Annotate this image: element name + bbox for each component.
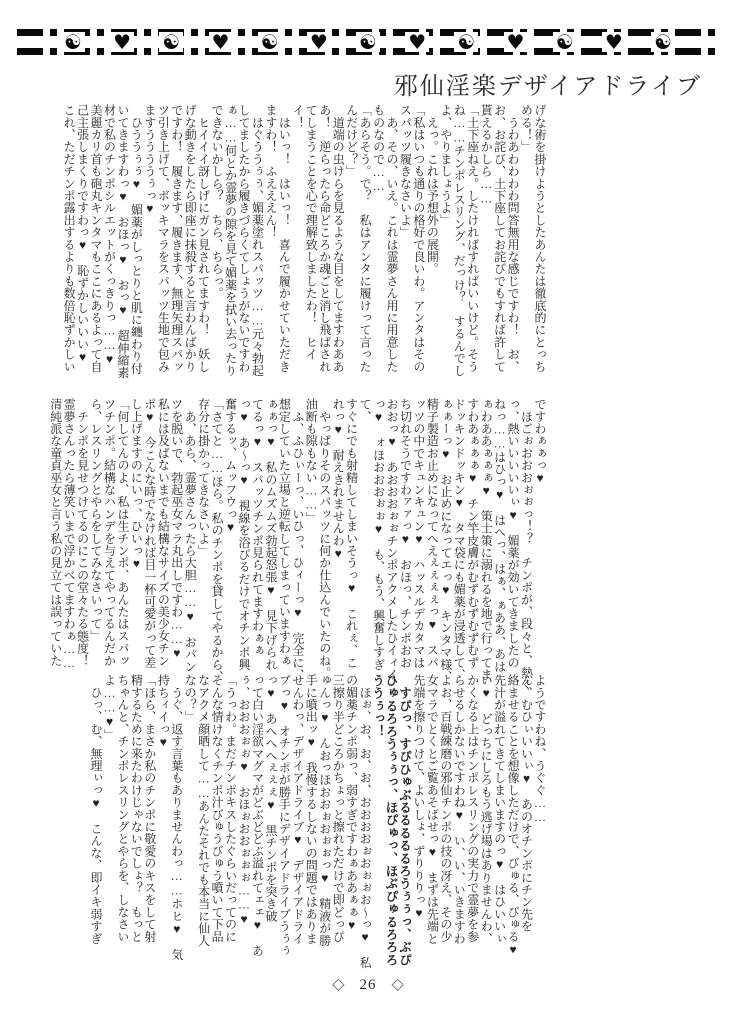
text-column: ひっ、む、無理ぃっ♥ こんな、即イキ弱すぎ bbox=[89, 674, 104, 945]
text-column: ぁわああぁぁぁ♥ 策士策に溺れるを地で行ってま bbox=[479, 398, 494, 681]
text-column: ぁぁーっ♥ お止めになってエっ♥ キンタマ様、 bbox=[438, 398, 453, 683]
text-column: んだけど？」 bbox=[344, 104, 359, 178]
text-column: ひううぅぅ♥ 媚薬がしっとりと肌に纏わり付 bbox=[129, 104, 144, 375]
text-column: これ、ただチンポ露出するよりも数倍恥ずかしい bbox=[62, 104, 77, 373]
text-column: イ！ bbox=[290, 104, 305, 129]
text-column: っ、熱いいいいいぃ♥ 媚薬が効いてきましたの bbox=[506, 398, 521, 669]
text-column: ツを脱いで、勃起巫女マラ丸出しですわ……♥ bbox=[169, 398, 184, 661]
text-column: ブっ♥ オチンポが勝手にデザイアドライブうぅぅ bbox=[277, 674, 292, 957]
text-column: おおっ♥ あおおおぉぉチンポアクメしたひイィイ bbox=[385, 398, 400, 681]
text-column: ツ引き上げて、ボッキマラをスパッツ生地で包み bbox=[156, 104, 171, 373]
text-column: 手に噴出ッ♥ 我慢するしないの問題ではありま bbox=[304, 674, 319, 945]
text-column: なアクメ顔晒して……あんたそれでも本当に仙人 bbox=[196, 674, 211, 947]
text-column: ね……チンポレスリング、だっけ？ するんでし bbox=[452, 104, 467, 377]
text-column: そんな情けなくチンポ汁びゅうびゅう噴いて下品 bbox=[210, 674, 225, 943]
text-column: げな動きをしたら即座に抹殺すると言わんばかり bbox=[183, 104, 198, 373]
text-column: 材で私のチンポシルエットがくっきりっ……♥ bbox=[102, 104, 117, 367]
text-column: ですわぁぁっ♥ bbox=[533, 398, 547, 486]
text-column: ほごぉおおおぉぉっ！？ チンポが、段々と、熱く bbox=[519, 398, 534, 691]
text-column: ヒイイイ訝しげにガン見されてますわ！ 妖し bbox=[196, 104, 211, 373]
text-column: ますううううぅっ♥ bbox=[142, 104, 157, 216]
text-column: あ、その、いえ。これは霊夢さん用に用意した bbox=[385, 104, 400, 373]
text-column: し上げますのにいっ、ひいっ♥ bbox=[129, 398, 144, 571]
text-column: あ、あら、霊夢さんったら大胆……♥ おパン bbox=[183, 398, 198, 673]
text-column: 美麗カリ首も砲丸キンタマもここにあるよって自 bbox=[89, 104, 104, 373]
yin-yang-icon: ☯ bbox=[651, 32, 675, 52]
page-footer bbox=[0, 974, 736, 994]
text-column: よお、百戦練磨の邪仙チンポの技の冴え、その少 bbox=[438, 674, 453, 943]
text-column: ら、レスリングとやらをしてみなさいって」 bbox=[89, 398, 104, 642]
text-column: っ♥ あへへへぇぇぇ♥ 黒チンポを突き破 bbox=[263, 674, 278, 922]
yin-yang-icon: ☯ bbox=[553, 32, 577, 52]
text-column: 己主張しまくりですわっ♥ 恥ずかしいいい♥ bbox=[75, 104, 90, 365]
text-column: 「土下座ねえ。したければすればいいけど。そう bbox=[465, 104, 480, 373]
text-column: はいっ！ はいっ！ 喜んで履かせていただき bbox=[277, 104, 292, 373]
heart-icon: ♥ bbox=[405, 32, 429, 52]
text-column: やっぱりそのスパッツに何か仕込んでいたのね。 bbox=[317, 398, 332, 679]
text-column: あ！ 逆らったら命どころか魂ごと消し飛ばされ bbox=[317, 104, 332, 373]
text-column: 貰えるかしら…… bbox=[479, 104, 494, 206]
text-column: ツチンポ。結構なハンデを与えてやってるんだか bbox=[102, 398, 117, 667]
text-column: よ……♥」 bbox=[102, 674, 117, 741]
text-column: ポ♥ 今こんな時でなければ目一杯可愛がって差 bbox=[142, 398, 157, 669]
text-column: ようですわね、うぐぐ…… bbox=[533, 674, 547, 825]
text-column: ゅんっ♥ んおっほおおぉおぉぉっ♥ 精液が勝 bbox=[317, 674, 332, 947]
text-column: れっ♥ 耐えきれませんわ♥ bbox=[331, 398, 346, 561]
text-column: チンポを見せつけてるのにこの堂々たる態度！ bbox=[75, 398, 90, 667]
text-column: ちゃんと、チンポレスリングとやらを、しなさい bbox=[115, 674, 130, 943]
text-column: 存分に掛かってきなさいよ」 bbox=[196, 398, 211, 557]
text-column: 先汁が溢れてきてしまいますのっ♥ はひいいぃ bbox=[492, 674, 507, 945]
text-column: せんわっ、デザイアドライブ♥ デザイアドライ bbox=[290, 674, 305, 945]
sfx-text-column: ううぅっ！ bbox=[370, 674, 386, 738]
text-column: ほぉ、お、お、お、おおおおぉおぉぉお〜っ♥ 私 bbox=[358, 674, 373, 969]
heart-icon: ♥ bbox=[602, 32, 626, 52]
text-column: 道端の虫けらを見るような目をしてますわああ bbox=[331, 104, 346, 373]
text-column: 油断も隙もない……」 bbox=[304, 398, 319, 524]
text-column: 奮するッ、ムッフウっ♥ bbox=[223, 398, 238, 535]
page-title: 邪仙淫楽デザイアドライブ bbox=[393, 72, 702, 100]
text-column: ち切れそうですわァァっ♥ おほっ、チンポおお bbox=[398, 398, 413, 669]
diamond-icon: ◇ bbox=[332, 976, 345, 993]
text-column: 「あらそう。で？ 私はアンタに履けって言った bbox=[358, 104, 373, 373]
heart-icon: ♥ bbox=[307, 32, 331, 52]
text-column: ぁ……何とか霊夢の隙を見て媚薬を拭い去ったり bbox=[223, 104, 238, 377]
sfx-text-column: すぴっ、すぴひゅぶるるるるるろうぅぅっ、ぶぴ bbox=[397, 674, 413, 967]
page-number: 26 bbox=[359, 977, 377, 993]
text-column: の媚薬チンポ弱っ、弱すぎですわぁああぁぁ♥ bbox=[344, 674, 359, 933]
text-column: ッツの中でキュンキュン♥ ハッスルデカタマは bbox=[411, 398, 426, 669]
text-column: 霊夢さんったら薄笑いまで浮かべてますわぁ…… bbox=[62, 398, 77, 671]
text-column: 先端を擦りつけて、よいしょ、ずりりりっ♥ bbox=[411, 674, 426, 920]
text-column: すわあぁぁぁ♥ チン竿皮膚がむずむずむずむず bbox=[465, 398, 480, 669]
yin-yang-icon: ☯ bbox=[454, 32, 478, 52]
text-column: ぅ、おおおぉぉ♥ おほぉおおぉぉぉ……♥ bbox=[237, 674, 252, 926]
text-column: 想定していた立場と逆転してしまっていますわぁ bbox=[277, 398, 292, 667]
text-column: 私には及ばないまでも結構なサイズの美少女チン bbox=[156, 398, 171, 667]
text-column: い♥ どっちにしろもう逃げ場はありませんわ、 bbox=[479, 674, 494, 945]
text-column: いてきますわっ♥ おほっ♥ おっ♥ 超伸縮素 bbox=[115, 104, 130, 379]
text-column: 絡ませることを想像しただけで、びゅる、びゅる♥ bbox=[506, 674, 521, 957]
sfx-text-column: ひゅるろろうぅぅっ、ほぴゅっ、ほぶぴゅるろろろ bbox=[384, 674, 400, 967]
text-column: はぐううぅぅ、媚薬塗れスパッツ……元々勃起 bbox=[250, 104, 265, 377]
text-column: 「私はいつも通りの格好で良いわ。アンタはその bbox=[411, 104, 426, 373]
heart-icon: ♥ bbox=[504, 32, 528, 52]
text-column: ねっ……はひっ♥ はへっ、はぁ、ぁああ、あは bbox=[492, 398, 507, 673]
text-column: める！」 bbox=[519, 104, 534, 153]
text-column: 「何してんのよ、私は生チンポ、あんたはスパッ bbox=[115, 398, 130, 667]
text-column: えっ。これは予想外の展開。 bbox=[425, 104, 440, 275]
text-column: ん、むひぃいいぃ♥ あのオチンポにチン先を bbox=[519, 674, 534, 933]
text-column: すぐにでも射精してしまいそうっ♥ これぇ、こ bbox=[344, 398, 359, 669]
text-column: っ♥ あ〜っ♥ 視線を浴びるだけでオチンポ興 bbox=[237, 398, 252, 671]
diamond-icon: ◇ bbox=[391, 976, 404, 993]
text-column: してましたから履きづらくてしょうがないですわ bbox=[237, 104, 252, 373]
text-column: 清純派な童貞巫女と言う私の見立ては誤っていた bbox=[48, 398, 63, 667]
text-column: ドッキンドッキン♥ タマ袋にも媚薬が浸透して、 bbox=[452, 398, 467, 681]
text-column: てしまうことを心で理解致しましたわ！ ヒイ bbox=[304, 104, 319, 361]
text-column: ですわ！ 履きます、履きます、無理矢理スパッ bbox=[169, 104, 184, 373]
border-symbol-row bbox=[17, 26, 719, 58]
yin-yang-icon: ☯ bbox=[159, 32, 183, 52]
decorative-border bbox=[17, 26, 719, 58]
text-column: 精子製造お止めになってへえぇぇぇぇっ♥ スパ bbox=[425, 398, 440, 669]
text-column: って白い淫欲マグマがどぶどどぶ溢れてェェ♥ あ bbox=[250, 674, 265, 957]
text-column: 「ほら、まさか私のチンポに敬愛のキスをして射 bbox=[142, 674, 157, 943]
text-column: よ、やりましょうよ」 bbox=[438, 104, 453, 226]
text-column: げな術を掛けようとしたあんたは徹底的にとっち bbox=[533, 104, 547, 373]
text-column: 「さてと……ほら。私のチンポを貸してやるから、 bbox=[210, 398, 225, 683]
text-column: できないかしら？ ちら、ちらっ。 bbox=[210, 104, 225, 300]
text-column: 精するために来たわけじゃないでしょ？ もっと bbox=[129, 674, 144, 943]
heart-icon: ♥ bbox=[110, 32, 134, 52]
yin-yang-icon: ☯ bbox=[61, 32, 85, 52]
yin-yang-icon: ☯ bbox=[258, 32, 282, 52]
text-column: ぁぁっ♥ 私のムズムズ勃起怒張♥ 見下げられ bbox=[263, 398, 278, 671]
heart-icon: ♥ bbox=[209, 32, 233, 52]
text-band-3 bbox=[60, 674, 546, 970]
text-column: うわあわわわわ問答無用な感じですわ！ お、 bbox=[506, 104, 521, 373]
text-column: ふ、ふひぃーっ、いひっ、ひィーっ♥ 完全に、 bbox=[290, 398, 305, 681]
text-column: 女マラでとくとご覧あそばせっ♥ まずは先端と bbox=[425, 674, 440, 945]
text-column: 三擦り半どころかちょっと擦れただけで即どっぴ bbox=[331, 674, 346, 943]
text-column: お、お詫び、土下座してお詫びでもすれば許して bbox=[492, 104, 507, 373]
text-column: ものなので…… bbox=[371, 104, 386, 194]
text-column: かくなる上はチンポレスリングの実力で霊夢を参 bbox=[465, 674, 480, 943]
text-band-2 bbox=[48, 398, 547, 694]
text-column: スパッツ履きなさいよ」 bbox=[398, 104, 413, 239]
text-column: っ♥ ォほおおおぉぉ♥ も、もう、興奮しすぎて、 bbox=[358, 398, 386, 671]
text-band-1 bbox=[60, 104, 546, 400]
text-column: うぐ、返す言葉もありませんわっ……ホヒ♥ 気 bbox=[169, 674, 184, 961]
text-column: ますわ！ ふえええん！ bbox=[263, 104, 278, 239]
text-column: なの？」 bbox=[183, 674, 198, 723]
text-column: 「うっわ。まだチンポキスしたぐらいだってのに bbox=[223, 674, 238, 943]
text-column: らせるしかないですわね♥ い、い、いきますわ bbox=[452, 674, 467, 945]
text-column: てるっ♥ スパッツチンポ見られてますわぁぁ bbox=[250, 398, 265, 657]
text-column: 持ちィイっ♥ bbox=[156, 674, 171, 750]
yin-yang-icon: ☯ bbox=[356, 32, 380, 52]
